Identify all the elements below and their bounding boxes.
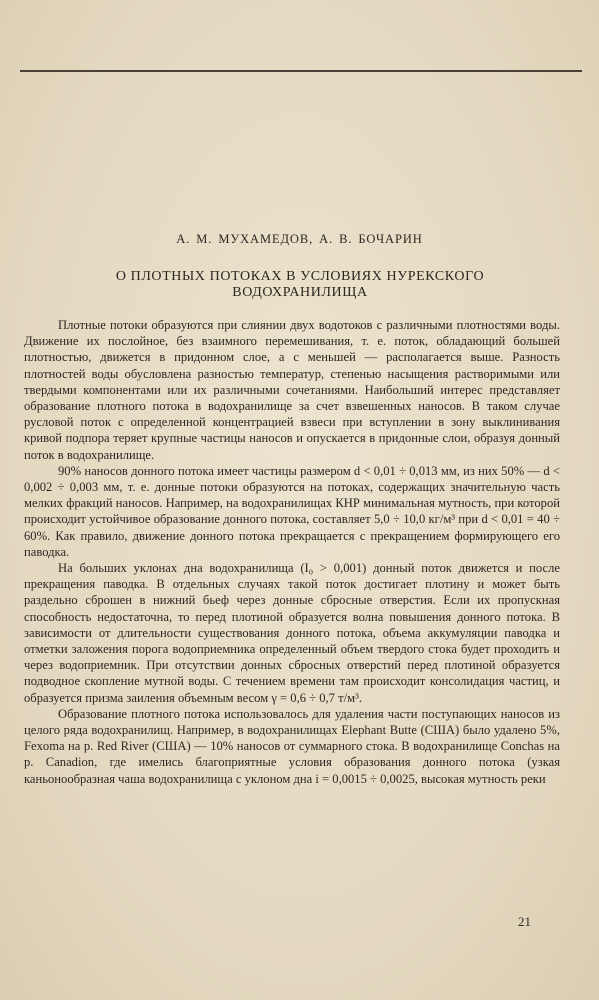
authors: А. М. МУХАМЕДОВ, А. В. БОЧАРИН xyxy=(176,232,423,246)
paragraph-3: На больших уклонах дна водохранилища (I₀ > 0,001) донный поток движется и после прекращения паводка. В отдельных случаях такой поток достигает плотину и может быть раздельно сброшен в нижний бьеф через донные сбросные отверстия. Если их пропускная способность недостаточна, то перед плотиной образуется волна повышения донного потока. В зависимости от длительности существования донного потока, объема аккумуляции паводка и отметки заложения порога водоприемника определенный объем твердого стока будет проходить и через водоприемник. При отсутствии донных сбросных отверстий перед плотиной образуется подводное скопление мутной воды. С течением времени там происходит консолидация частиц, и образуется призма заиления объемным весом γ = 0,6 ÷ 0,7 т/м³. xyxy=(24,561,560,705)
paragraph-1: Плотные потоки образуются при слиянии двух водотоков с различными плотностями воды. Движение их послойное, без взаимного перемешивания, т. е. поток, обладающий большей плотностью, движется в придонном слое, а с меньшей — располагается выше. Разность плотностей воды обусловлена разностью температур, степенью насыщения растворимыми или твердыми компонентами или их различными сочетаниями. Наибольший интерес представляет образование плотного потока в водохранилище за счет взвешенных наносов. В таком случае русловой поток с определенной концентрацией взвеси при вступлении в зону выклинивания кривой подпора теряет крупные частицы наносов и опускается в придонные слои, образуя донный поток в водохранилище. xyxy=(24,318,560,462)
article-title: О ПЛОТНЫХ ПОТОКАХ В УСЛОВИЯХ НУРЕКСКОГО ВОДОХРАНИЛИЩА xyxy=(115,269,485,300)
page-number: 21 xyxy=(518,914,531,929)
paragraph-2: 90% наносов донного потока имеет частицы размером d < 0,01 ÷ 0,013 мм, из них 50% — d < 0,002 ÷ 0,003 мм, т. е. донные потоки образуются на потоках, содержащих значительную часть мелких фракций наносов. Например, на водохранилищах КНР минимальная мутность, при которой происходит устойчивое образование донного потока, составляет 5,0 ÷ 10,0 кг/м³ при d < 0,01 = 40 ÷ 60%. Как правило, движение донного потока прекращается с прекращением формирующего его паводка. xyxy=(24,463,560,559)
paragraph-4: Образование плотного потока использовалось для удаления части поступающих наносов из целого ряда водохранилищ. Например, в водохранилищах Elephant Butte (США) было удалено 5%, Fexoma на р. Red River (США) — 10% наносов от суммарного стока. В водохранилище Conchas на р. Canadion, где имелись благоприятные условия образования донного потока (узкая каньонообразная чаша водохранилища с уклоном дна i = 0,0015 ÷ 0,0025, высокая мутность реки xyxy=(24,706,560,786)
top-rule xyxy=(20,70,582,72)
article-body xyxy=(24,317,560,787)
